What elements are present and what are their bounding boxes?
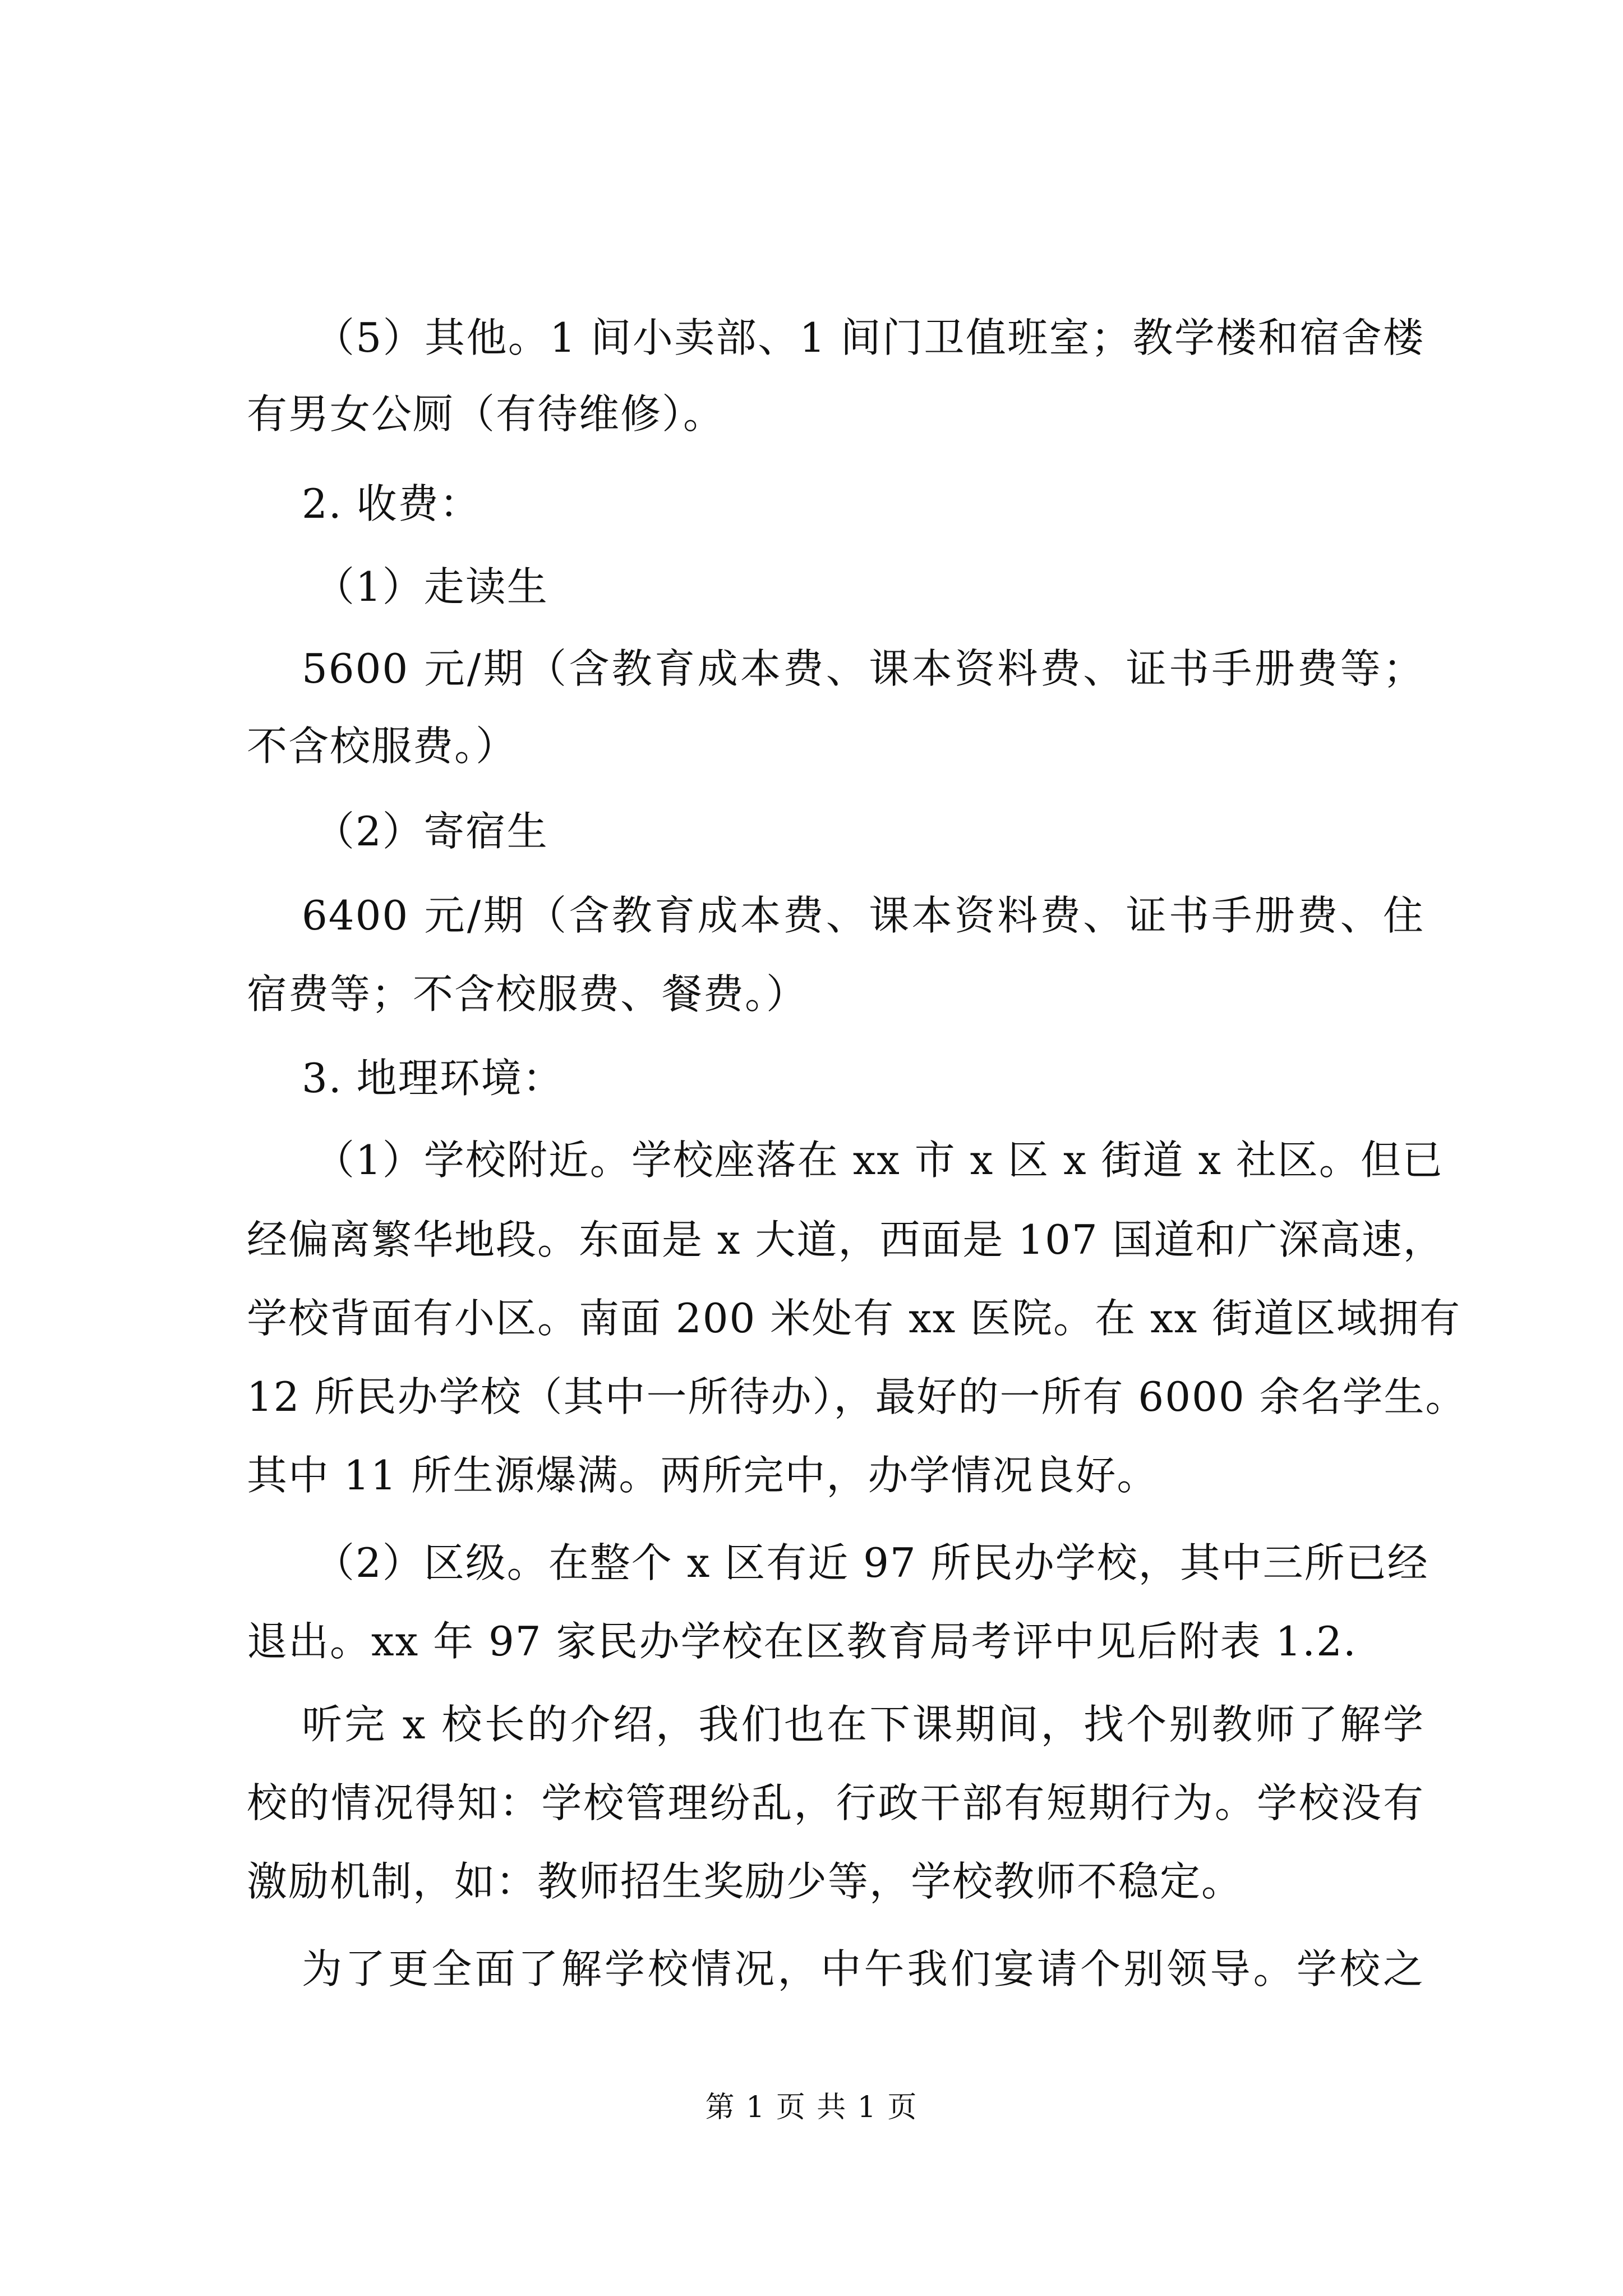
paragraph-line: （1）学校附近。学校座落在 xx 市 x 区 x 街道 x 社区。但已 bbox=[314, 1137, 1444, 1184]
paragraph-line: 激励机制，如：教师招生奖励少等，学校教师不稳定。 bbox=[247, 1858, 1243, 1905]
paragraph-line: （5）其他。1 间小卖部、1 间门卫值班室；教学楼和宿舍楼 bbox=[314, 314, 1424, 361]
paragraph-line: 6400 元/期（含教育成本费、课本资料费、证书手册费、住 bbox=[302, 892, 1424, 939]
paragraph-line: 不含校服费。） bbox=[247, 723, 518, 770]
paragraph-line: 宿费等；不含校服费、餐费。） bbox=[247, 970, 808, 1018]
section-heading: 2. 收费： bbox=[302, 480, 481, 527]
paragraph-line: 为了更全面了解学校情况，中午我们宴请个别领导。学校之 bbox=[302, 1945, 1424, 1993]
paragraph-line: 有男女公厕（有待维修）。 bbox=[247, 390, 725, 438]
paragraph-line: 经偏离繁华地段。东面是 x 大道，西面是 107 国道和广深高速， bbox=[247, 1216, 1445, 1263]
paragraph-line: 学校背面有小区。南面 200 米处有 xx 医院。在 xx 街道区域拥有 bbox=[247, 1295, 1461, 1342]
paragraph-line: 5600 元/期（含教育成本费、课本资料费、证书手册费等； bbox=[302, 645, 1424, 692]
subsection-heading: （1）走读生 bbox=[314, 563, 548, 610]
section-heading: 3. 地理环境： bbox=[302, 1055, 564, 1102]
paragraph-line: 退出。xx 年 97 家民办学校在区教育局考评中见后附表 1.2. bbox=[247, 1618, 1357, 1665]
paragraph-line: 听完 x 校长的介绍，我们也在下课期间，找个别教师了解学 bbox=[302, 1701, 1424, 1748]
page-number-footer: 第 1 页 共 1 页 bbox=[705, 2091, 918, 2124]
paragraph-line: 校的情况得知：学校管理纷乱，行政干部有短期行为。学校没有 bbox=[247, 1779, 1424, 1826]
paragraph-line: 12 所民办学校（其中一所待办），最好的一所有 6000 余名学生。 bbox=[247, 1373, 1467, 1420]
paragraph-line: （2）区级。在整个 x 区有近 97 所民办学校，其中三所已经 bbox=[314, 1539, 1429, 1586]
subsection-heading: （2）寄宿生 bbox=[314, 808, 548, 855]
paragraph-line: 其中 11 所生源爆满。两所完中，办学情况良好。 bbox=[247, 1452, 1159, 1499]
